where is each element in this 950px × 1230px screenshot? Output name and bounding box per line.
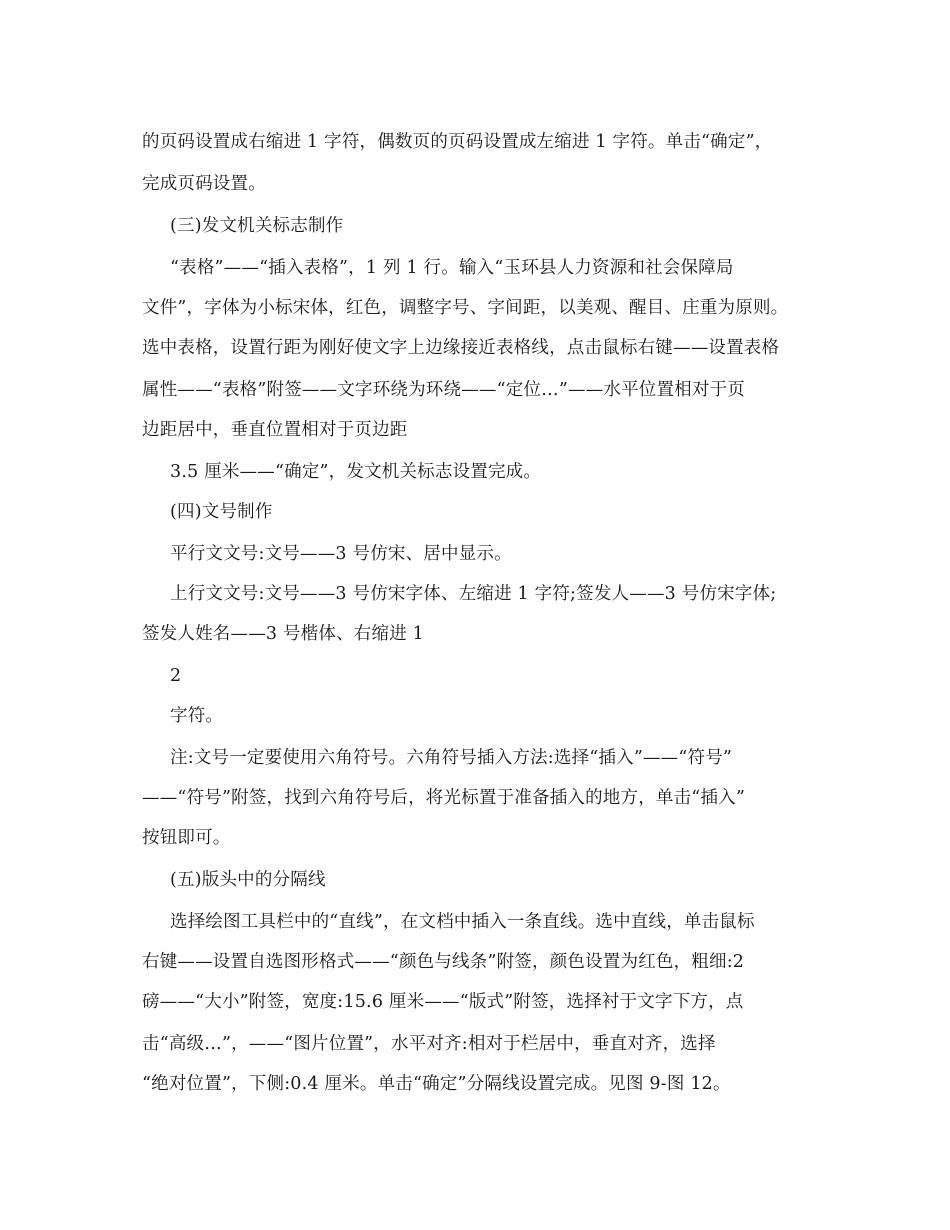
- text-line: 按钮即可。: [142, 828, 231, 848]
- text-line: 注:文号一定要使用六角符号。六角符号插入方法:选择“插入”——“符号”: [170, 748, 733, 768]
- text-line: 属性——“表格”附签——文字环绕为环绕——“定位…”——水平位置相对于页: [142, 380, 745, 400]
- text-line: 右键——设置自选图形格式——“颜色与线条”附签，颜色设置为红色，粗细:2: [142, 952, 745, 972]
- text-line: 字符。: [170, 706, 224, 726]
- text-line: 击“高级…”，——“图片位置”，水平对齐:相对于栏居中，垂直对齐，选择: [142, 1034, 716, 1054]
- text-line: 的页码设置成右缩进 1 字符，偶数页的页码设置成左缩进 1 字符。单击“确定”，: [142, 132, 773, 152]
- text-line: 上行文文号:文号——3 号仿宋字体、左缩进 1 字符;签发人——3 号仿宋字体;: [170, 584, 777, 604]
- text-line: “表格”——“插入表格”，1 列 1 行。输入“玉环县人力资源和社会保障局: [170, 258, 734, 278]
- text-line: 边距居中，垂直位置相对于页边距: [142, 420, 408, 440]
- text-line: 文件”，字体为小标宋体，红色，调整字号、字间距，以美观、醒目、庄重为原则。: [142, 298, 789, 318]
- text-line: 签发人姓名——3 号楷体、右缩进 1: [142, 624, 424, 644]
- section-heading: (四)文号制作: [170, 502, 273, 522]
- text-line: 3.5 厘米——“确定”，发文机关标志设置完成。: [170, 462, 542, 482]
- text-line: 平行文文号:文号——3 号仿宋、居中显示。: [170, 544, 512, 564]
- section-heading: (三)发文机关标志制作: [170, 216, 344, 236]
- text-line: 选中表格，设置行距为刚好使文字上边缘接近表格线，点击鼠标右键——设置表格: [142, 338, 780, 358]
- text-line: 选择绘图工具栏中的“直线”，在文档中插入一条直线。选中直线，单击鼠标: [170, 912, 755, 932]
- text-line: 磅——“大小”附签，宽度:15.6 厘米——“版式”附签，选择衬于文字下方，点: [142, 992, 744, 1012]
- section-heading: (五)版头中的分隔线: [170, 870, 326, 890]
- text-line: ——“符号”附签，找到六角符号后，将光标置于准备插入的地方，单击“插入”: [142, 788, 745, 808]
- text-line: 2: [170, 666, 182, 686]
- text-line: “绝对位置”，下侧:0.4 厘米。单击“确定”分隔线设置完成。见图 9-图 12。: [142, 1074, 731, 1094]
- text-line: 完成页码设置。: [142, 174, 266, 194]
